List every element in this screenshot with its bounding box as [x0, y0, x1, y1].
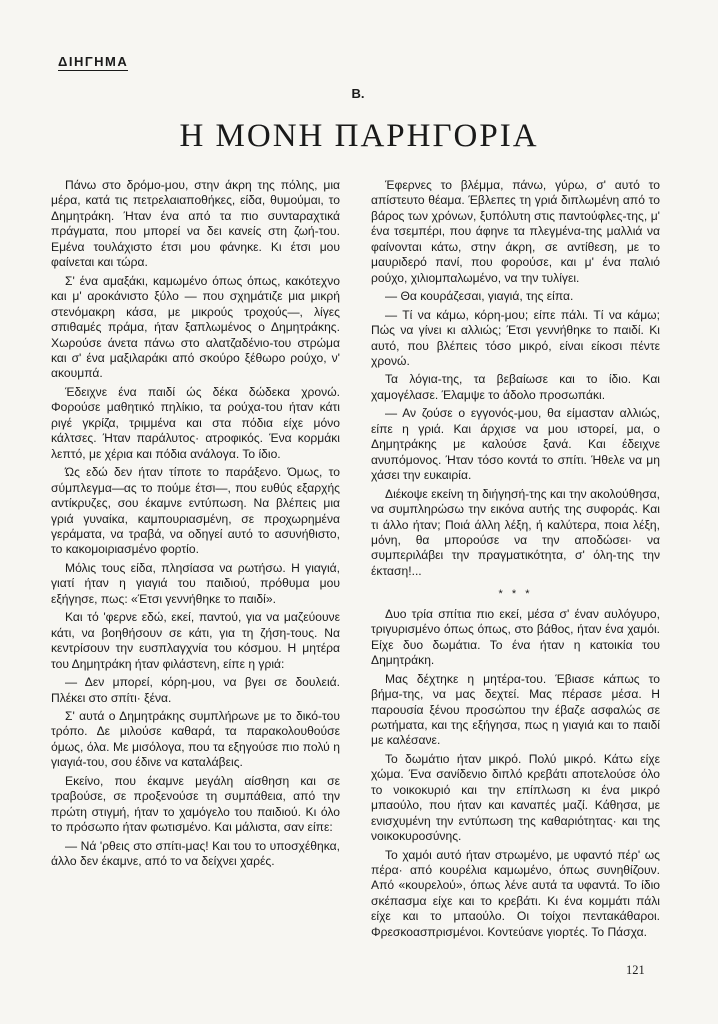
- paragraph: Σ' αυτά ο Δημητράκης συμπλήρωνε με το δικό-του τρόπο. Δε μιλούσε καθαρά, τα παρακολουθούσε όμως, όλα. Με μισόλογα, που τα εξηγούσε πιο πολύ η γιαγιά-του, σου έδινε να καταλάβεις.: [51, 708, 340, 770]
- paragraph: Το χαμόι αυτό ήταν στρωμένο, με υφαντό πέρ' ως πέρα· από κουρέλια καμωμένο, όπως συνηθίζουν. Από «κουρελού», όπως λένε αυτά τα υφαντά. Το ίδιο σκέπασμα είχε και το κρεβάτι. Κι ένα κομμάτι πάλι είχε και το μπαούλο. Οι τοίχοι πεντακάθαροι. Φρεσκοασπρισμένοι. Κοντεύανε γιορτές. Το Πάσχα.: [371, 847, 660, 939]
- paragraph: Σ' ένα αμαξάκι, καμωμένο όπως όπως, κακότεχνο και μ' αροκάνιστο ξύλο — που σχημάτιζε μια μικρή στενόμακρη κάσα, με μικρούς τροχούς—, λίγες σπιθαμές πράμα, ήταν ξαπλωμένος ο Δημητράκης. Χωρούσε άνετα πάνω στο αλατζαδένιο-του στρώμα και σ' ένα μαξιλαράκι από σκούρο ξέθωρο ρούχο, ν' ακουμπά.: [51, 273, 340, 381]
- paragraph: Έδειχνε ένα παιδί ώς δέκα δώδεκα χρονώ. Φορούσε μαθητικό πηλίκιο, τα ρούχα-του ήταν κάτι ριγέ γκρίζα, τριμμένα και στα πόδια είχε μόνο κάλτσες. Ήταν παράλυτος· ατροφικός. Ένα κορμάκι λεπτό, με χέρια και πόδια ανάλογα. Το ίδιο.: [51, 384, 340, 461]
- story-title: Η ΜΟΝΗ ΠΑΡΗΓΟΡΙΑ: [179, 118, 539, 154]
- paragraph: Διέκοψε εκείνη τη διήγησή-της και την ακολούθησα, να συμπληρώσω την εικόνα αυτής της συφοράς. Και τι άλλο ήταν; Ποιά άλλη λέξη, ή καλύτερα, ποια λέξη, μόνη, θα μπορούσε να την αποδώσει· να συμπεριλάβει την πραγματικότητα, σ' όλη-της την έκταση!...: [371, 486, 660, 578]
- section-separator: * * *: [498, 588, 533, 601]
- paragraph: Μόλις τους είδα, πλησίασα να ρωτήσω. Η γιαγιά, γιατί ήταν η γιαγιά του παιδιού, πρόθυμα μου εξήγησε, πως: «Έτσι γεννήθηκε το παιδί».: [51, 560, 340, 606]
- paragraph: Και τό 'φερνε εδώ, εκεί, παντού, για να μαζεύουνε κάτι, να βοηθήσουν σε κάτι, για τη ζήση-τους. Να κεντρίσουν την ευσπλαγχνία του κόσμου. Η μητέρα του Δημητράκη ήταν φιλάστενη, είπε η γριά:: [51, 610, 340, 671]
- paragraph: — Τί να κάμω, κόρη-μου; είπε πάλι. Τί να κάμω; Πώς να γίνει κι αλλιώς; Έτσι γεννήθηκε το παιδί. Κι αυτό, που βλέπεις τόσο μικρό, είναι είκοσι πέντε χρονώ.: [371, 307, 660, 368]
- paragraph: Εκείνο, που έκαμνε μεγάλη αίσθηση και σε τραβούσε, σε προξενούσε τη συμπάθεια, από την πρώτη στιγμή, ήταν το χαμόγελο του παιδιού. Κι όλο το πρόσωπο ήταν φωτισμένο. Και μάλιστα, σαν είπε:: [51, 773, 340, 835]
- paragraph: — Αν ζούσε ο εγγονός-μου, θα είμασταν αλλιώς, είπε η γριά. Και άρχισε να μου ιστορεί, μα, ο Δημητράκης με καλούσε ξανά. Και έδειχνε ανυπόμονος. Ήταν τόσο κοντά το σπίτι. Ήθελε να μη χάσει την ευκαιρία.: [371, 406, 660, 483]
- paragraph: Ώς εδώ δεν ήταν τίποτε το παράξενο. Όμως, το σύμπλεγμα—ας το πούμε έτσι—, που ευθύς εξαρχής αντίκρυζες, σου έκαμνε εντύπωση. Να βλέπεις μια γριά γυναίκα, καμπουριασμένη, σε προχωρημένα γεράματα, να τραβά, να οδηγεί αυτό το ασυνήθιστο, το κακομοιριασμένο φορτίο.: [51, 465, 340, 557]
- left-column: [51, 178, 340, 872]
- paragraph: Το δωμάτιο ήταν μικρό. Πολύ μικρό. Κάτω είχε χώμα. Ένα σανίδενιο διπλό κρεβάτι αποτελούσε όλο το νοικοκυριό και την επίπλωση κι ένα μικρό μπαούλο, που ήταν και καναπές μαζί. Κάθησα, με ενισχυμένη την εντύπωση της καθαριότητας· και της νοικοκυροσύνης.: [371, 751, 660, 844]
- paragraph: Πάνω στο δρόμο-μου, στην άκρη της πόλης, μια μέρα, κατά τις πετρελαιαποθήκες, είδα, θυμούμαι, το Δημητράκη. Ήταν ένα από τα πιο συνταραχτικά πράγματα, που μπορεί να δει κανείς στη ζωή-του. Εμένα τουλάχιστο έτσι μου φάνηκε. Κι έτσι μου φαίνεται και τώρα.: [51, 178, 340, 270]
- paragraph: Δυο τρία σπίτια πιο εκεί, μέσα σ' έναν αυλόγυρο, τριγυρισμένο όπως όπως, στο βάθος, ήταν ένα χαμόι. Είχε δυο δωμάτια. Το ένα ήταν η κατοικία του Δημητράκη.: [371, 606, 660, 668]
- paragraph: Τα λόγια-της, τα βεβαίωσε και το ίδιο. Και χαμογέλασε. Έλαμψε το άδολο προσωπάκι.: [371, 372, 660, 402]
- paragraph: Μας δέχτηκε η μητέρα-του. Έβιασε κάπως το βήμα-της, να μας δεχτεί. Μας πέρασε μέσα. Η παρουσία ξένου προσώπου την έβαζε ασφαλώς σε ρωτήματα, και της εξήγησα, πως η γιαγιά και το παιδί με καλέσανε.: [371, 671, 660, 748]
- right-column: [371, 178, 660, 943]
- paragraph: — Νά 'ρθεις στο σπίτι-μας! Και του το υποσχέθηκα, άλλο δεν έκαμνε, από το να δείχνει χαρές.: [51, 838, 340, 869]
- section-label: ΔΙΗΓΗΜΑ: [58, 54, 129, 69]
- author-initial: Β.: [351, 86, 365, 101]
- page-number: 121: [626, 963, 645, 977]
- paragraph: — Θα κουράζεσαι, γιαγιά, της είπα.: [385, 289, 574, 304]
- paragraph: Έφερνες το βλέμμα, πάνω, γύρω, σ' αυτό το απίστευτο θέαμα. Έβλεπες τη γριά διπλωμένη από το βάρος των χρόνων, ξυπόλυτη στις παντούφλες-της, μ' ένα τσεμπέρι, που άφηνε τα πλεγμένα-της μαλλιά να φαίνονται κάτω, στην άκρη, σε αντίθεση, με το μαυριδερό πανί, που φορούσε, και μ' ένα παλιό ρούχο, χιλιομπαλωμένο, να την τυλίγει.: [371, 178, 660, 285]
- paragraph: — Δεν μπορεί, κόρη-μου, να βγει σε δουλειά. Πλέκει στο σπίτι· ξένα.: [51, 675, 340, 705]
